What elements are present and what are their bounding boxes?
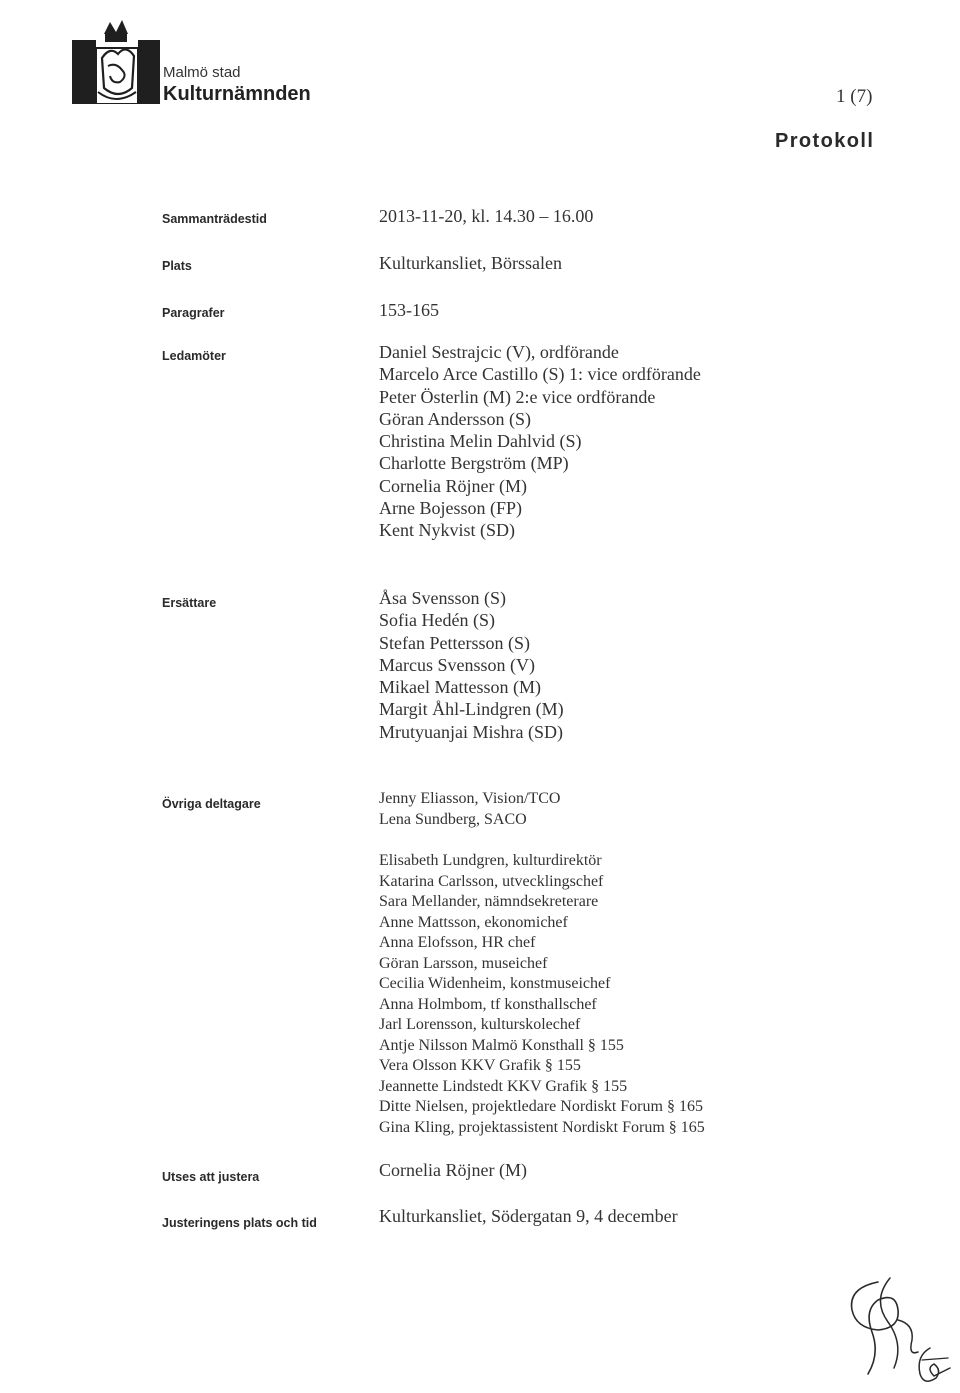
union-list <box>379 789 560 830</box>
participant-item: Cecilia Widenheim, konstmuseichef <box>379 975 611 992</box>
paragraphs-label: Paragrafer <box>162 306 225 320</box>
substitute-item: Margit Åhl-Lindgren (M) <box>379 699 564 720</box>
participant-item: Sara Mellander, nämndsekreterare <box>379 893 599 910</box>
participant-item: Anne Mattsson, ekonomichef <box>379 913 568 931</box>
substitute-item: Stefan Pettersson (S) <box>379 632 530 653</box>
participant-item: Jarl Lorensson, kulturskolechef <box>379 1016 581 1033</box>
participant-item: Vera Olsson KKV Grafik § 155 <box>379 1057 581 1074</box>
participant-item: Ditte Nielsen, projektledare Nordiskt Forum § 165 <box>379 1098 703 1115</box>
malmo-griffin-crest-icon <box>72 18 160 104</box>
page-number: 1 (7) <box>836 86 873 107</box>
member-item: Marcelo Arce Castillo (S) 1: vice ordförande <box>379 364 701 385</box>
member-item: Christina Melin Dahlvid (S) <box>379 431 582 452</box>
member-item: Peter Österlin (M) 2:e vice ordförande <box>379 386 656 407</box>
member-item: Cornelia Röjner (M) <box>379 475 527 496</box>
participant-item: Katarina Carlsson, utvecklingschef <box>379 872 604 890</box>
staff-list <box>379 851 705 1138</box>
participant-item: Anna Elofsson, HR chef <box>379 934 536 951</box>
adjuster-label: Utses att justera <box>162 1170 260 1184</box>
members-list <box>379 341 701 542</box>
member-item: Kent Nykvist (SD) <box>379 520 515 541</box>
date-value: 2013-11-20, kl. 14.30 – 16.00 <box>379 206 594 226</box>
adjuster-value: Cornelia Röjner (M) <box>379 1160 527 1180</box>
member-item: Charlotte Bergström (MP) <box>379 453 569 474</box>
handwritten-initials-signature <box>838 1270 958 1388</box>
participant-item: Antje Nilsson Malmö Konsthall § 155 <box>379 1036 624 1054</box>
others-label: Övriga deltagare <box>162 797 261 811</box>
substitute-item: Sofia Hedén (S) <box>379 610 495 631</box>
adjustment-label: Justeringens plats och tid <box>162 1216 317 1230</box>
participant-item: Anna Holmbom, tf konsthallschef <box>379 995 597 1013</box>
substitutes-list <box>379 587 564 743</box>
participant-item: Jenny Eliasson, Vision/TCO <box>379 790 561 807</box>
substitute-item: Mrutyuanjai Mishra (SD) <box>379 721 563 742</box>
adjustment-value: Kulturkansliet, Södergatan 9, 4 december <box>379 1206 678 1226</box>
org-small: Malmö stad <box>163 64 241 81</box>
member-item: Arne Bojesson (FP) <box>379 498 522 519</box>
member-item: Göran Andersson (S) <box>379 408 531 429</box>
substitute-item: Marcus Svensson (V) <box>379 654 535 675</box>
participant-item: Gina Kling, projektassistent Nordiskt Forum § 165 <box>379 1118 705 1136</box>
document-type: Protokoll <box>775 130 875 152</box>
members-label: Ledamöter <box>162 349 226 363</box>
paragraphs-value: 153-165 <box>379 300 439 320</box>
participant-item: Lena Sundberg, SACO <box>379 810 527 828</box>
substitute-item: Mikael Mattesson (M) <box>379 677 541 698</box>
participant-item: Jeannette Lindstedt KKV Grafik § 155 <box>379 1077 628 1095</box>
member-item: Daniel Sestrajcic (V), ordförande <box>379 342 619 362</box>
place-label: Plats <box>162 259 192 273</box>
substitute-item: Åsa Svensson (S) <box>379 588 507 608</box>
date-label: Sammanträdestid <box>162 212 267 226</box>
participant-item: Göran Larsson, museichef <box>379 954 548 972</box>
place-value: Kulturkansliet, Börssalen <box>379 253 562 273</box>
participant-item: Elisabeth Lundgren, kulturdirektör <box>379 852 602 869</box>
org-name: Kulturnämnden <box>163 83 311 105</box>
substitutes-label: Ersättare <box>162 596 217 610</box>
